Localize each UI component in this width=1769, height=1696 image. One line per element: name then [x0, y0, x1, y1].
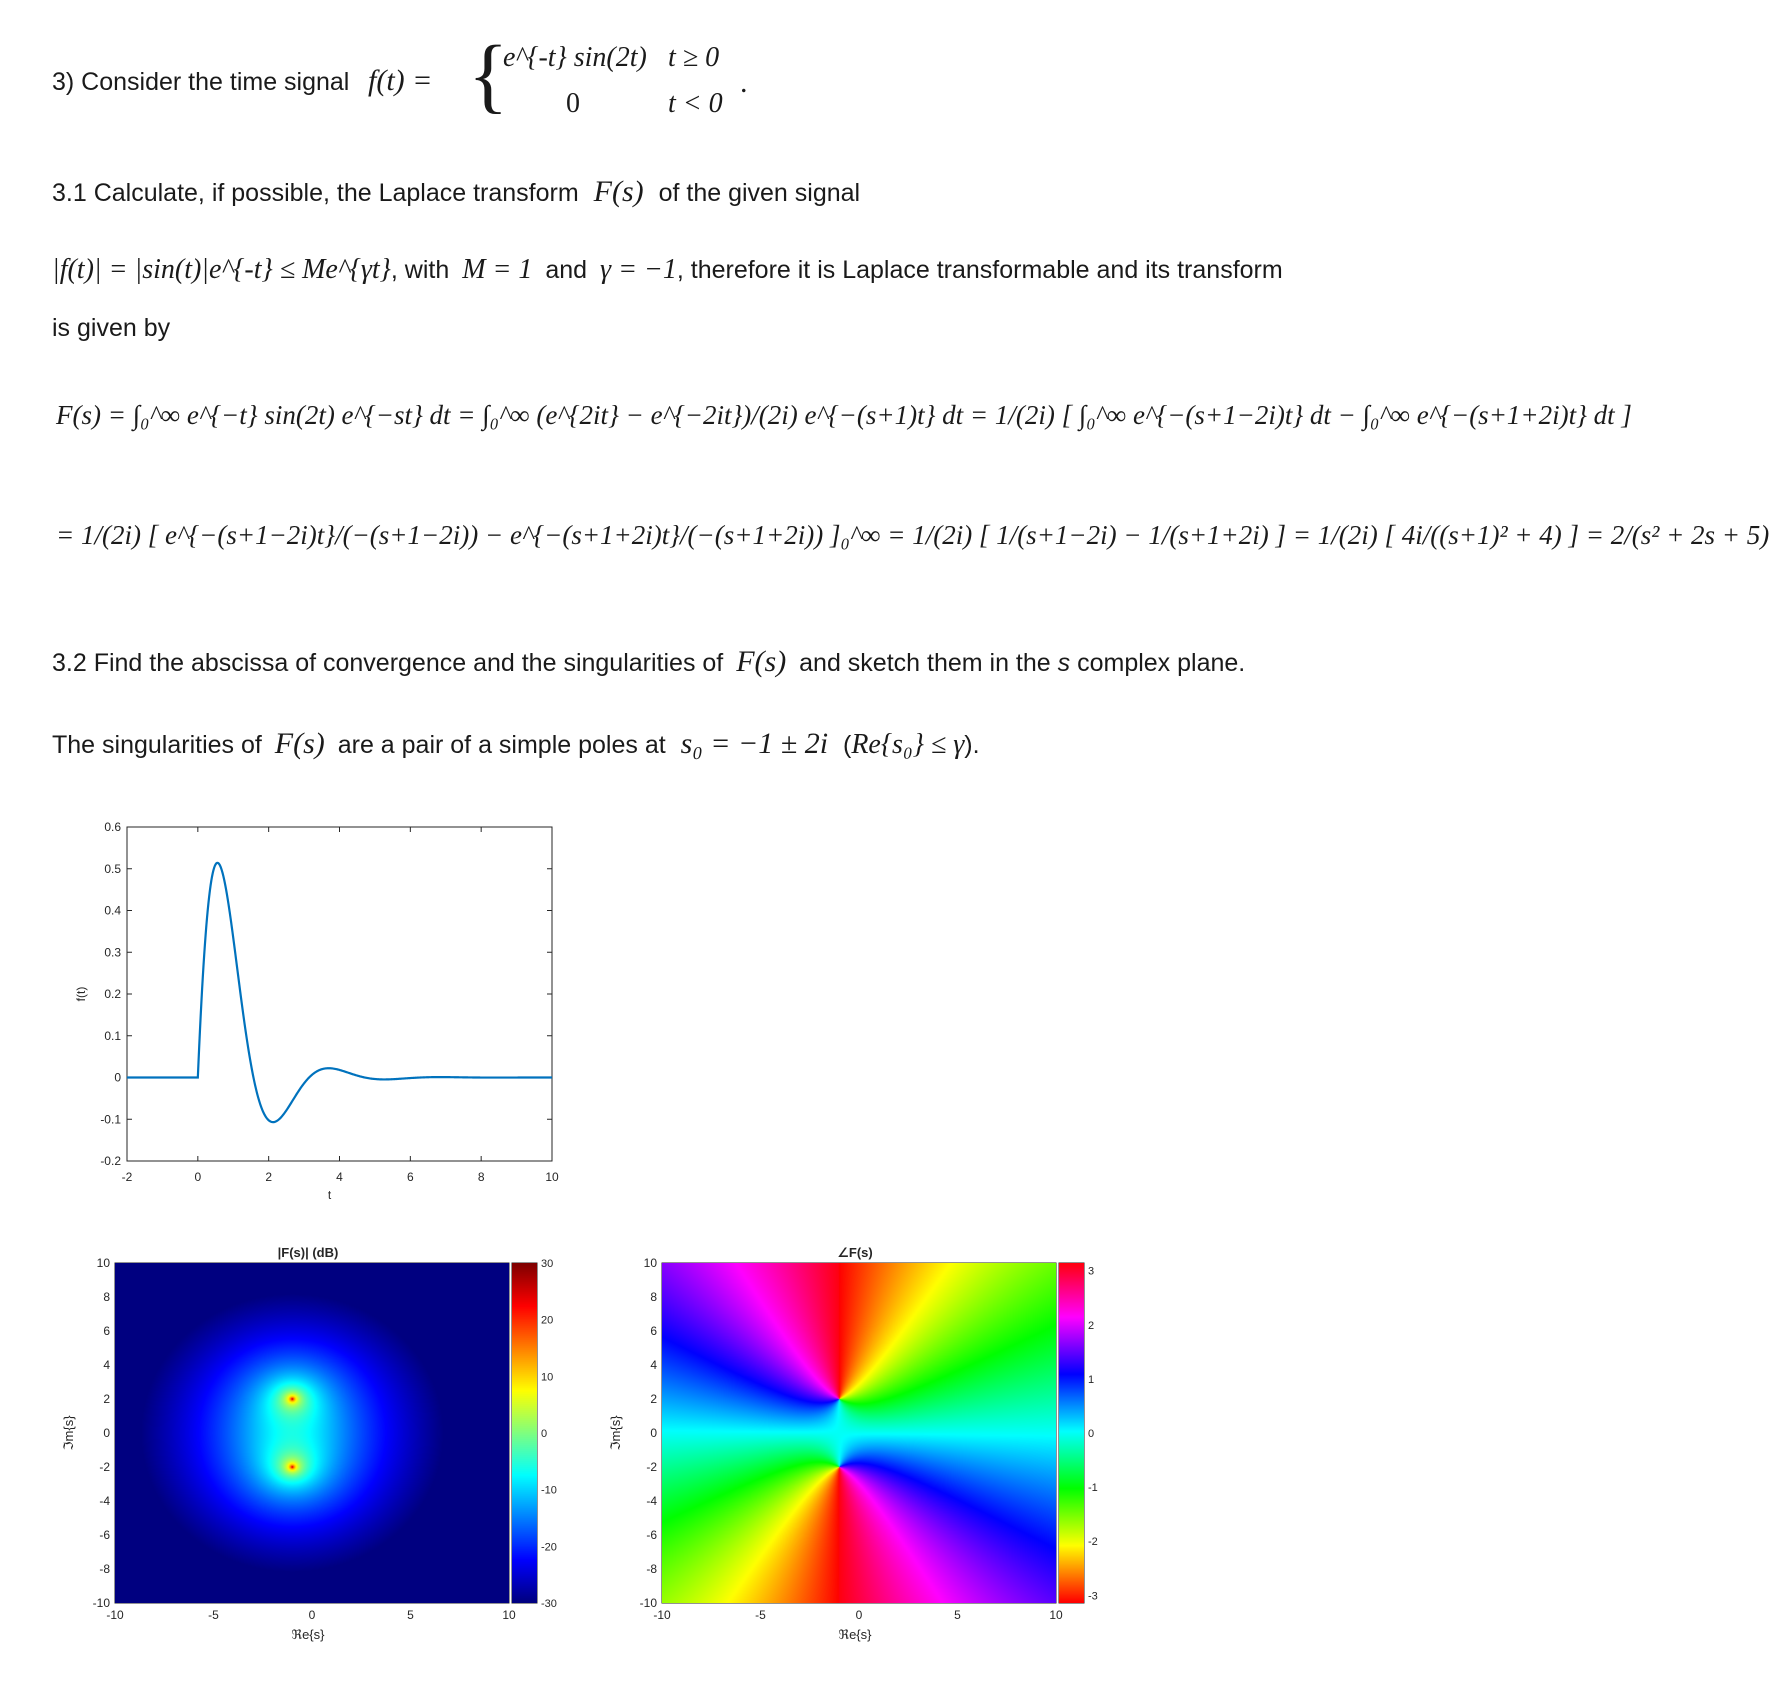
sing-text: The singularities of	[52, 731, 262, 759]
y-tick-label: 2	[650, 1392, 657, 1406]
derivation-line-2	[56, 520, 1769, 551]
gamma-expr: γ = −1	[600, 254, 677, 285]
y-tick-label: 2	[103, 1392, 110, 1406]
y-axis-label: ℑm{s}	[608, 1415, 623, 1451]
y-tick-label: 0.2	[104, 987, 121, 1001]
y-tick-label: 0.6	[104, 820, 121, 834]
y-tick-label: -10	[639, 1596, 657, 1610]
x-tick-label: 8	[477, 1170, 485, 1184]
x-tick-label: 10	[545, 1170, 559, 1184]
x-axis-label: ℜe{s}	[291, 1627, 325, 1642]
x-tick-label: 5	[407, 1608, 414, 1622]
x-tick-label: -2	[121, 1170, 133, 1184]
y-tick-label: 0.4	[104, 903, 121, 918]
y-axis-label: ℑm{s}	[61, 1415, 76, 1451]
with-text: , with	[390, 256, 450, 284]
x-tick-label: -10	[653, 1608, 671, 1622]
y-tick-label: 0.1	[104, 1028, 121, 1043]
y-tick-label: -0.1	[100, 1112, 121, 1127]
y-tick-label: -0.2	[100, 1154, 121, 1168]
sing-mid: are a pair of a simple poles at	[337, 731, 666, 759]
colorbar-tick-label: 20	[541, 1314, 554, 1327]
end-period: .	[740, 66, 748, 99]
x-axis-label: ℜe{s}	[838, 1627, 872, 1642]
sing-fs: F(s)	[274, 727, 325, 760]
y-tick-label: 10	[96, 1256, 110, 1270]
y-tick-label: 8	[650, 1290, 657, 1304]
q32-heading	[52, 646, 1245, 679]
y-tick-label: 4	[103, 1358, 110, 1372]
y-tick-label: -4	[646, 1494, 657, 1508]
colorbar-tick-label: -30	[541, 1598, 557, 1610]
x-tick-label: -10	[106, 1608, 124, 1622]
y-axis-label: f(t)	[74, 986, 88, 1002]
colorbar-tick-label: -1	[1088, 1482, 1098, 1495]
y-tick-label: -6	[646, 1528, 657, 1542]
x-tick-label: 10	[1049, 1608, 1063, 1622]
x-axis-label: t	[327, 1188, 332, 1202]
colorbar-tick-label: -3	[1088, 1590, 1098, 1603]
bound-line	[52, 254, 1283, 286]
colorbar-tick-label: 30	[541, 1258, 554, 1270]
case1-cond: t ≥ 0	[668, 42, 720, 73]
m-expr: M = 1	[462, 254, 533, 285]
magnitude-heatmap	[115, 1263, 509, 1603]
chart-title: ∠F(s)	[837, 1245, 873, 1260]
x-tick-label: -5	[755, 1608, 766, 1622]
colorbar-tick-label: 1	[1088, 1373, 1095, 1386]
case2-expr: 0	[566, 88, 580, 119]
q31-heading-text: 3.1 Calculate, if possible, the Laplace transform	[52, 179, 579, 207]
q32-fs: F(s)	[736, 645, 787, 678]
y-tick-label: 0.3	[104, 945, 121, 960]
derivation-2-text: = 1/(2i) [ e^{−(s+1−2i)t}/(−(s+1−2i)) − e^{−(s+1+2i)t}/(−(s+1+2i)) ]₀^∞ = 1/(2i) [ 1/(s+1−2i) − 1/(s+1+2i) ] = 1/(2i) [ 4i/((s+1)² + 4) ] = 2/(s² + 2s + 5)	[56, 520, 1769, 550]
y-tick-label: 0	[114, 1070, 121, 1085]
q32-heading-text: 3.2 Find the abscissa of convergence and the singularities of	[52, 649, 724, 677]
and-text: and	[545, 256, 588, 284]
colorbar-tick-label: -10	[541, 1484, 557, 1497]
problem-intro	[52, 66, 349, 98]
derivation-1-text: F(s) = ∫₀^∞ e^{−t} sin(2t) e^{−st} dt = ∫₀^∞ (e^{2it} − e^{−2it})/(2i) e^{−(s+1)t} dt = 1/(2i) [ ∫₀^∞ e^{−(s+1−2i)t} dt − ∫₀^∞ e^{−(s+1+2i)t} dt ]	[56, 400, 1632, 430]
series-line-f	[127, 863, 552, 1122]
x-tick-label: 0	[194, 1170, 202, 1184]
y-tick-label: -4	[99, 1494, 110, 1508]
x-tick-label: 5	[954, 1608, 961, 1622]
bound-expr: |f(t)| = |sin(t)|e^{-t} ≤ Me^{γt}	[52, 254, 391, 285]
y-tick-label: 10	[643, 1256, 657, 1270]
given-by	[52, 312, 170, 344]
q32-heading-end: and sketch them in the	[799, 649, 1051, 677]
y-tick-label: 8	[103, 1290, 110, 1304]
y-tick-label: 6	[103, 1324, 110, 1338]
colorbar-tick-label: -2	[1088, 1536, 1098, 1549]
x-tick-label: 6	[406, 1170, 414, 1184]
magnitude-colorbar	[512, 1263, 537, 1603]
open-paren: (	[843, 731, 852, 759]
y-tick-label: 6	[650, 1324, 657, 1338]
plot-frame	[127, 827, 552, 1161]
piecewise-definition	[368, 29, 748, 128]
q32-heading-end2: complex plane.	[1077, 649, 1246, 677]
poles-expr: s₀ = −1 ± 2i	[680, 727, 829, 760]
y-tick-label: 0.5	[104, 861, 121, 876]
y-tick-label: -8	[99, 1562, 110, 1576]
f-lhs: f(t) =	[368, 64, 433, 97]
x-tick-label: -5	[208, 1608, 219, 1622]
singularities-line	[52, 728, 980, 761]
y-tick-label: -8	[646, 1562, 657, 1576]
y-tick-label: 0	[650, 1426, 657, 1440]
colorbar-tick-label: 0	[541, 1428, 548, 1440]
colorbar-tick-label: 10	[541, 1371, 554, 1384]
x-tick-label: 4	[336, 1170, 343, 1184]
y-tick-label: -2	[99, 1460, 110, 1474]
given-text: is given by	[52, 314, 171, 342]
intro-text: 3) Consider the time signal	[52, 68, 350, 96]
y-tick-label: -6	[99, 1528, 110, 1542]
colorbar-tick-label: 3	[1088, 1265, 1095, 1278]
derivation-line-1	[56, 400, 1632, 431]
chart-title: |F(s)| (dB)	[277, 1245, 339, 1260]
brace-icon: {	[468, 29, 509, 122]
case1-expr: e^{-t} sin(2t)	[503, 42, 647, 73]
phase-heatmap	[662, 1263, 1056, 1603]
y-tick-label: 0	[103, 1426, 110, 1440]
close-paren: ).	[964, 731, 980, 759]
colorbar-tick-label: 0	[1088, 1428, 1095, 1440]
colorbar-tick-label: 2	[1088, 1319, 1095, 1332]
time-plot-group	[74, 820, 559, 1202]
re-expr: Re{s₀} ≤ γ	[851, 729, 965, 760]
x-tick-label: 2	[265, 1170, 273, 1184]
y-tick-label: -2	[646, 1460, 657, 1474]
therefore-text: , therefore it is Laplace transformable and its transform	[676, 256, 1283, 284]
q32-s-word: s	[1057, 649, 1071, 677]
phase-colorbar	[1059, 1263, 1084, 1603]
x-tick-label: 10	[502, 1608, 516, 1622]
y-tick-label: 4	[650, 1358, 657, 1372]
colorbar-tick-label: -20	[541, 1541, 557, 1554]
case2-cond: t < 0	[668, 88, 723, 119]
q31-heading-end: of the given signal	[658, 179, 861, 207]
q31-heading	[52, 176, 860, 209]
y-tick-label: -10	[92, 1596, 110, 1610]
q31-fs: F(s)	[593, 175, 644, 208]
x-tick-label: 0	[855, 1608, 863, 1622]
x-tick-label: 0	[308, 1608, 316, 1622]
